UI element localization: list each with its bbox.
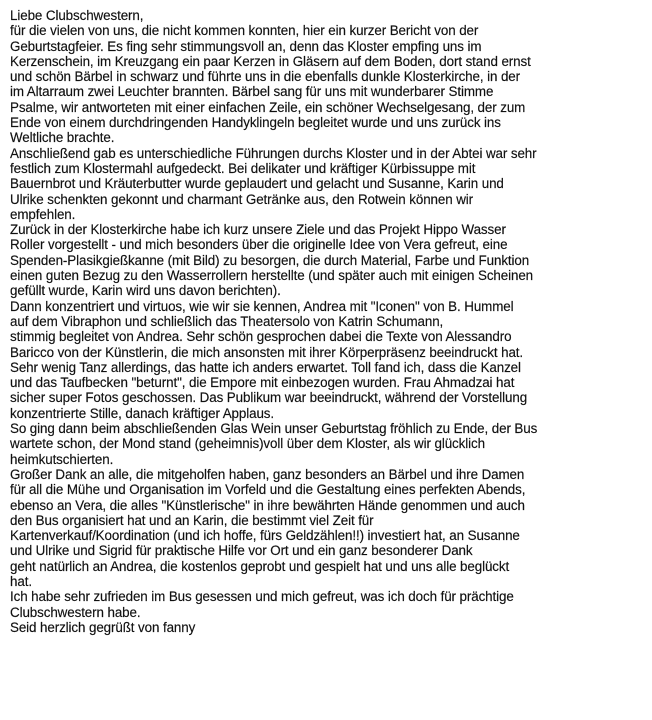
signature-line: Seid herzlich gegrüßt von fanny (10, 619, 196, 635)
text-line: und Ulrike und Sigrid für praktische Hilfe vor Ort und ein ganz besonderer Dank (10, 543, 473, 559)
text-line: Clubschwestern habe. (10, 604, 141, 620)
text-line: für all die Mühe und Organisation im Vorfeld und die Gestaltung eines perfekten Abends, (10, 482, 526, 498)
text-line: Ende von einem durchdringenden Handyklingeln begleitet wurde und uns zurück ins (10, 115, 501, 131)
text-line: und das Taufbecken "beturnt", die Empore mit einbezogen wurden. Frau Ahmadzai hat (10, 375, 515, 391)
text-line: Kartenverkauf/Koordination (und ich hoffe, fürs Geldzählen!!) investiert hat, an Susanne (10, 528, 520, 544)
text-line: Dann konzentriert und virtuos, wie wir sie kennen, Andrea mit "Iconen" von B. Hummel (10, 298, 514, 314)
text-line: den Bus organisiert hat und an Karin, die bestimmt viel Zeit für (10, 512, 374, 528)
text-line: Sehr wenig Tanz allerdings, das hatte ich anders erwartet. Toll fand ich, dass die Kanzel (10, 359, 521, 375)
text-line: und schön Bärbel in schwarz und führte uns in die ebenfalls dunkle Klosterkirche, in der (10, 69, 521, 85)
text-line: Geburtstagfeier. Es fing sehr stimmungsvoll an, denn das Kloster empfing uns im (10, 38, 482, 54)
text-line: Weltliche brachte. (10, 130, 115, 146)
text-line: Roller vorgestellt - und mich besonders über die originelle Idee von Vera gefreut, eine (10, 237, 508, 253)
text-line: Liebe Clubschwestern, (10, 8, 144, 23)
text-line: Baricco von der Künstlerin, die mich ansonsten mit ihrer Körperpräsenz beeindruckt hat. (10, 344, 524, 360)
text-line: auf dem Vibraphon und schließlich das Theatersolo von Katrin Schumann, (10, 313, 444, 329)
text-line: Anschließend gab es unterschiedliche Führungen durchs Kloster und in der Abtei war sehr (10, 145, 537, 161)
text-line: konzentrierte Stille, danach kräftiger Applaus. (10, 405, 275, 421)
text-line: wartete schon, der Mond stand (geheimnis)voll über dem Kloster, als wir glücklich (10, 436, 485, 452)
text-line: Großer Dank an alle, die mitgeholfen haben, ganz besonders an Bärbel und ihre Damen (10, 466, 525, 482)
text-line: Spenden-Plasikgießkanne (mit Bild) zu besorgen, die durch Material, Farbe und Funktion (10, 252, 530, 268)
text-line: stimmig begleitet von Andrea. Sehr schön gesprochen dabei die Texte von Alessandro (10, 329, 512, 345)
text-line: Ich habe sehr zufrieden im Bus gesessen und mich gefreut, was ich doch für prächtige (10, 589, 514, 605)
text-line: hat. (10, 573, 32, 589)
text-line: für die vielen von uns, die nicht kommen konnten, hier ein kurzer Bericht von der (10, 23, 479, 39)
text-line: im Altarraum zwei Leuchter brannten. Bärbel sang für uns mit wunderbarer Stimme (10, 84, 494, 100)
text-line: Ulrike schenkten gekonnt und charmant Getränke aus, den Rotwein können wir (10, 191, 474, 207)
text-line: empfehlen. (10, 206, 76, 222)
text-line: sicher super Fotos geschossen. Das Publikum war beeindruckt, während der Vorstellung (10, 390, 528, 406)
text-line: So ging dann beim abschließenden Glas Wein unser Geburtstag fröhlich zu Ende, der Bus (10, 421, 538, 437)
letter-body (10, 8, 646, 635)
text-line: gefüllt wurde, Karin wird uns davon berichten). (10, 283, 281, 299)
text-line: Bauernbrot und Kräuterbutter wurde geplaudert und gelacht und Susanne, Karin und (10, 176, 504, 192)
text-line: festlich zum Klostermahl aufgedeckt. Bei delikater und kräftiger Kürbissuppe mit (10, 160, 476, 176)
text-line: Kerzenschein, im Kreuzgang ein paar Kerzen in Gläsern auf dem Boden, dort stand ernst (10, 53, 531, 69)
text-line: geht natürlich an Andrea, die kostenlos geprobt und gespielt hat und uns alle beglückt (10, 558, 510, 574)
text-line: ebenso an Vera, die alles "Künstlerische" in ihre bewährten Hände genommen und auch (10, 497, 525, 513)
text-line: Psalme, wir antworteten mit einer einfachen Zeile, ein schöner Wechselgesang, der zum (10, 99, 526, 115)
text-line: Zurück in der Klosterkirche habe ich kurz unsere Ziele und das Projekt Hippo Wasser (10, 222, 506, 238)
text-line: einen guten Bezug zu den Wasserrollern herstellte (und später auch mit einigen Scheinen (10, 268, 534, 284)
text-line: heimkutschierten. (10, 451, 114, 467)
